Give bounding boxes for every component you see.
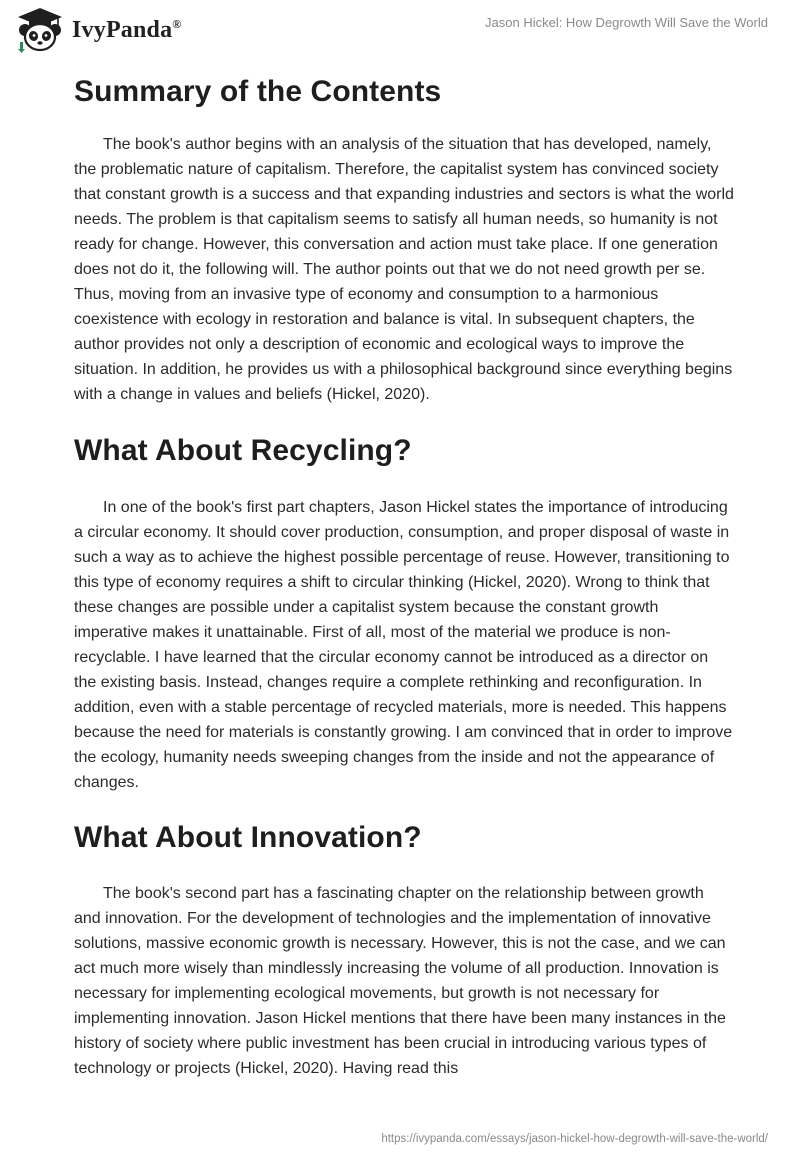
registered-mark: ® (172, 16, 182, 31)
section-heading-innovation: What About Innovation? (74, 821, 422, 854)
section-heading-recycling: What About Recycling? (74, 434, 412, 467)
section-body-summary: The book's author begins with an analysis of the situation that has developed, namely, the problematic nature of capitalism. Therefore, the capitalist system has convinced society that constant growth is a success and that expanding industries and sectors is what the world needs. The problem is that capitalism seems to satisfy all human needs, so humanity is not ready for change. However, this conversation and action must take place. If one generation does not do it, the following will. The author points out that we do not need growth per se. Thus, moving from an invasive type of economy and consumption to a harmonious coexistence with ecology in restoration and balance is vital. In subsequent chapters, the author provides not only a description of economic and ecological ways to improve the situation. In addition, he provides us with a philosophical background since everything begins with a change in values and beliefs (Hickel, 2020). (74, 136, 734, 403)
section-body-recycling: In one of the book's first part chapters, Jason Hickel states the importance of introducing a circular economy. It should cover production, consumption, and proper disposal of waste in such a way as to achieve the highest possible percentage of reuse. However, transitioning to this type of economy requires a shift to circular thinking (Hickel, 2020). Wrong to think that these changes are possible under a capitalist system because the constant growth imperative makes it unattainable. First of all, most of the material we produce is non-recyclable. I have learned that the circular economy cannot be introduced as a director on the existing basis. Instead, changes require a complete rethinking and reconfiguration. In addition, even with a stable percentage of recycled materials, more is needed. This happens because the need for materials is constantly growing. I am convinced that in order to improve the ecology, humanity needs sweeping changes from the inside and not the appearance of changes. (74, 499, 733, 791)
section-body-innovation: The book's second part has a fascinating chapter on the relationship between growth and innovation. For the development of technologies and the implementation of innovative solutions, massive economic growth is necessary. However, this is not the case, and we can act much more wisely than mindlessly increasing the volume of all production. Innovation is necessary for implementing ecological movements, but growth is not necessary for implementing innovation. Jason Hickel mentions that there have been many instances in the history of society where public investment has been crucial in introducing various types of technology or projects (Hickel, 2020). Having read this (74, 885, 726, 1077)
section-heading-summary: Summary of the Contents (74, 75, 442, 108)
essay-content (74, 70, 734, 1081)
logo-text: IvyPanda® (72, 16, 182, 43)
panda-logo-icon (14, 6, 66, 54)
source-url[interactable]: https://ivypanda.com/essays/jason-hickel-how-degrowth-will-save-the-world/ (381, 1133, 768, 1145)
ivypanda-logo[interactable] (14, 6, 181, 54)
page-header (0, 0, 800, 60)
document-title: Jason Hickel: How Degrowth Will Save the World (485, 15, 768, 30)
